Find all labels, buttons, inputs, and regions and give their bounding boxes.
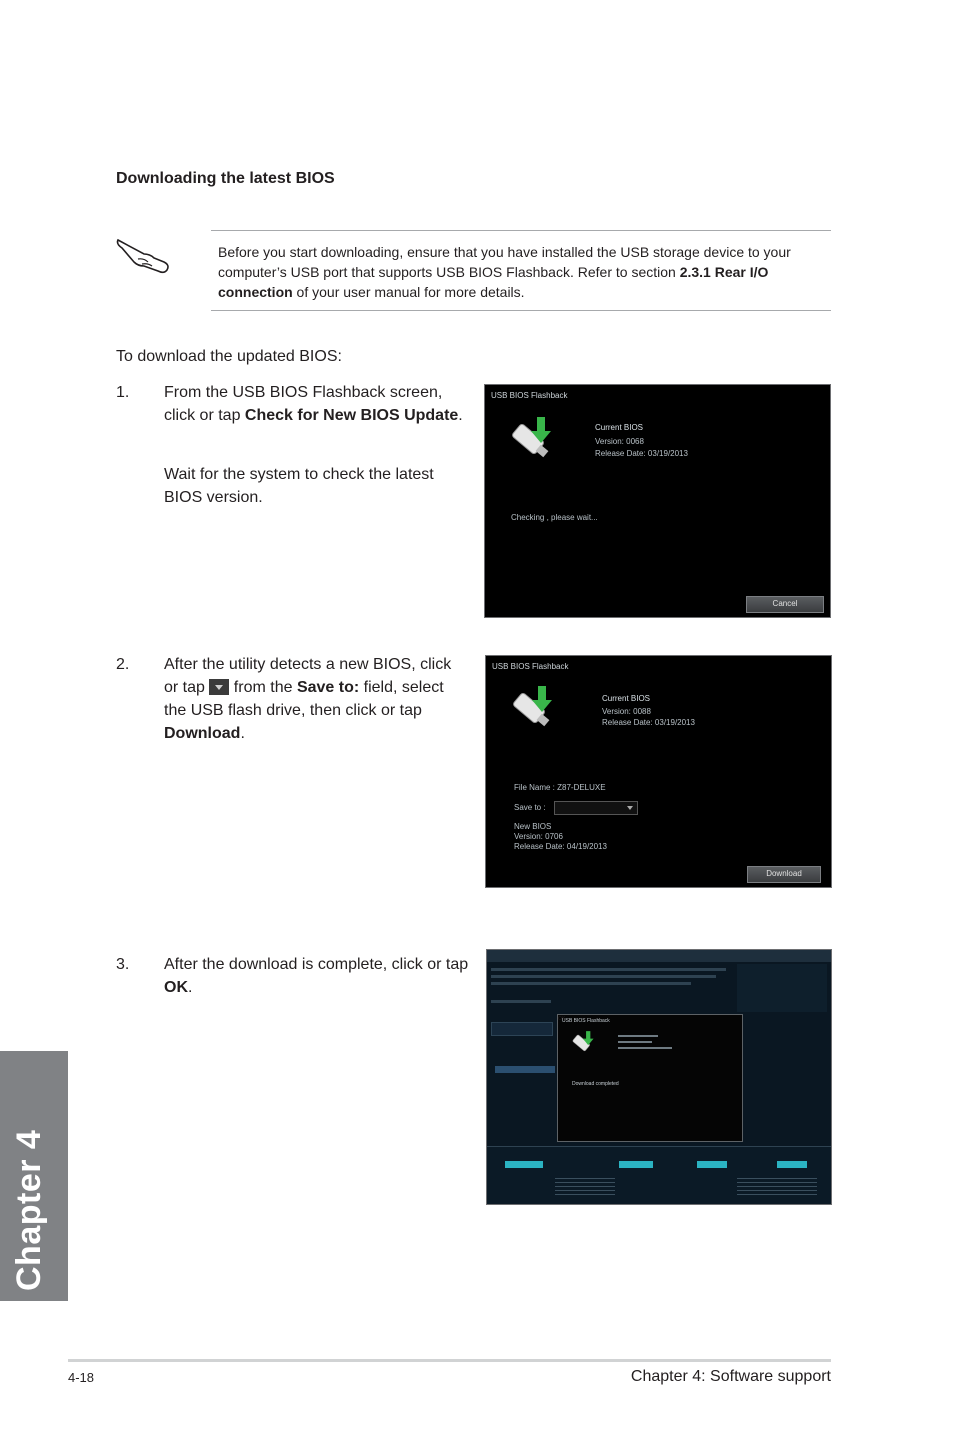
usb-drive-icon: [507, 413, 563, 474]
chapter-tab: [0, 1051, 68, 1301]
suite-side-panel: [737, 964, 827, 1012]
step-1-text: From the USB BIOS Flashback screen, click or tap Check for New BIOS Update.: [164, 384, 463, 424]
step-3-number: 3.: [116, 956, 130, 973]
window-title: USB BIOS Flashback: [491, 391, 568, 400]
chapter-tab-label: Chapter 4: [10, 1129, 48, 1291]
version-label: Version: 0068: [595, 437, 644, 446]
current-bios-label: Current BIOS: [602, 694, 651, 703]
pointing-hand-icon: [114, 232, 172, 281]
step-1-number: 1.: [116, 384, 130, 401]
dropdown-arrow-icon: [209, 679, 229, 695]
release-date-label: Release Date: 03/19/2013: [602, 718, 695, 727]
version-label: Version: 0088: [602, 707, 651, 716]
note-top-rule: [211, 230, 831, 231]
suite-title-bar: [487, 950, 831, 962]
note-bottom-rule: [211, 310, 831, 311]
download-complete-dialog: [557, 1014, 743, 1142]
footer-chapter-title: Chapter 4: Software support: [630, 1368, 831, 1385]
dialog-title: USB BIOS Flashback: [562, 1018, 610, 1024]
usb-drive-icon: [508, 682, 564, 743]
file-name-label: File Name : Z87-DELUXE: [514, 783, 606, 792]
intro-text: To download the updated BIOS:: [116, 348, 342, 365]
window-title: USB BIOS Flashback: [492, 662, 569, 671]
new-version-label: Version: 0706: [514, 832, 563, 841]
new-release-date-label: Release Date: 04/19/2013: [514, 842, 607, 851]
download-button[interactable]: Download: [747, 866, 821, 883]
suite-monitor-bar: [487, 1146, 831, 1205]
save-to-dropdown[interactable]: [554, 801, 638, 815]
save-to-label: Save to :: [514, 803, 546, 812]
usb-drive-icon: [570, 1029, 600, 1064]
chevron-down-icon: [627, 806, 633, 810]
ok-button[interactable]: OK: [558, 1016, 566, 1022]
checking-status: Checking , please wait...: [511, 513, 598, 522]
step-2-text: After the utility detects a new BIOS, click or tap from the Save to: field, select the USB flash drive, then click or tap Download.: [164, 656, 452, 742]
step-2-number: 2.: [116, 656, 130, 673]
note-text: Before you start downloading, ensure that you have installed the USB storage device to your computer’s USB port that supports USB BIOS Flashback. Refer to section 2.3.1 Rear I/O connection of your user manual for more details.: [218, 244, 791, 300]
screenshot-download: [485, 655, 832, 888]
screenshot-checking: [484, 384, 831, 618]
cancel-button[interactable]: Cancel: [746, 596, 824, 613]
release-date-label: Release Date: 03/19/2013: [595, 449, 688, 458]
footer-rule: [68, 1359, 831, 1362]
download-complete-message: Download completed: [572, 1081, 619, 1087]
step-1-subtext: Wait for the system to check the latest BIOS version.: [164, 466, 434, 506]
current-bios-label: Current BIOS: [595, 423, 644, 432]
screenshot-download-complete: [486, 949, 832, 1205]
new-bios-label: New BIOS: [514, 822, 552, 831]
step-3-text: After the download is complete, click or tap OK.: [164, 956, 469, 996]
page-number: 4-18: [68, 1370, 95, 1385]
section-heading: Downloading the latest BIOS: [116, 170, 335, 187]
